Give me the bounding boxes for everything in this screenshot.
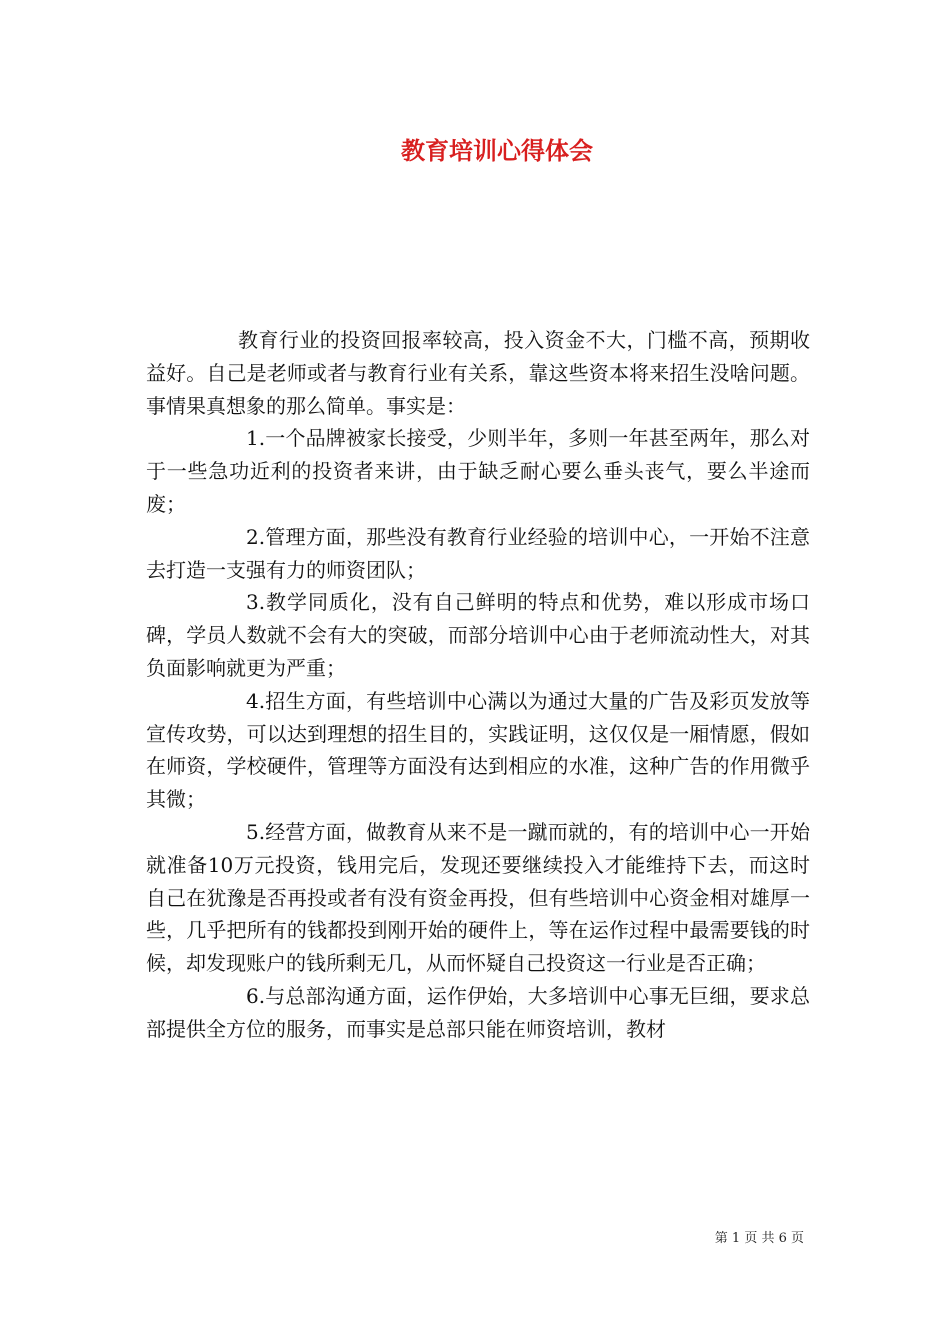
document-body xyxy=(146,324,810,1046)
point-2-paragraph: 2.管理方面，那些没有教育行业经验的培训中心，一开始不注意去打造一支强有力的师资团队； xyxy=(146,524,810,582)
page-number-footer: 第 1 页 共 6 页 xyxy=(714,1231,804,1246)
point-1-paragraph: 1.一个品牌被家长接受，少则半年，多则一年甚至两年，那么对于一些急功近利的投资者来讲，由于缺乏耐心要么垂头丧气，要么半途而废； xyxy=(146,426,810,516)
intro-paragraph: 教育行业的投资回报率较高，投入资金不大，门槛不高，预期收益好。自己是老师或者与教育行业有关系，靠这些资本将来招生没啥问题。事情果真想象的那么简单。事实是： xyxy=(146,328,810,418)
point-3-paragraph: 3.教学同质化，没有自己鲜明的特点和优势，难以形成市场口碑，学员人数就不会有大的突破，而部分培训中心由于老师流动性大，对其负面影响就更为严重； xyxy=(146,590,810,680)
document-title: 教育培训心得体会 xyxy=(401,136,593,165)
point-5-paragraph: 5.经营方面，做教育从来不是一蹴而就的，有的培训中心一开始就准备10万元投资，钱用完后，发现还要继续投入才能维持下去，而这时自己在犹豫是否再投或者有没有资金再投，但有些培训中心资金相对雄厚一些，几乎把所有的钱都投到刚开始的硬件上，等在运作过程中最需要钱的时候，却发现账户的钱所剩无几，从而怀疑自己投资这一行业是否正确； xyxy=(146,819,810,976)
point-4-paragraph: 4.招生方面，有些培训中心满以为通过大量的广告及彩页发放等宣传攻势，可以达到理想的招生目的，实践证明，这仅仅是一厢情愿，假如在师资，学校硬件，管理等方面没有达到相应的水准，这种广告的作用微乎其微； xyxy=(146,688,810,812)
point-6-paragraph: 6.与总部沟通方面，运作伊始，大多培训中心事无巨细，要求总部提供全方位的服务，而事实是总部只能在师资培训，教材 xyxy=(146,983,810,1041)
